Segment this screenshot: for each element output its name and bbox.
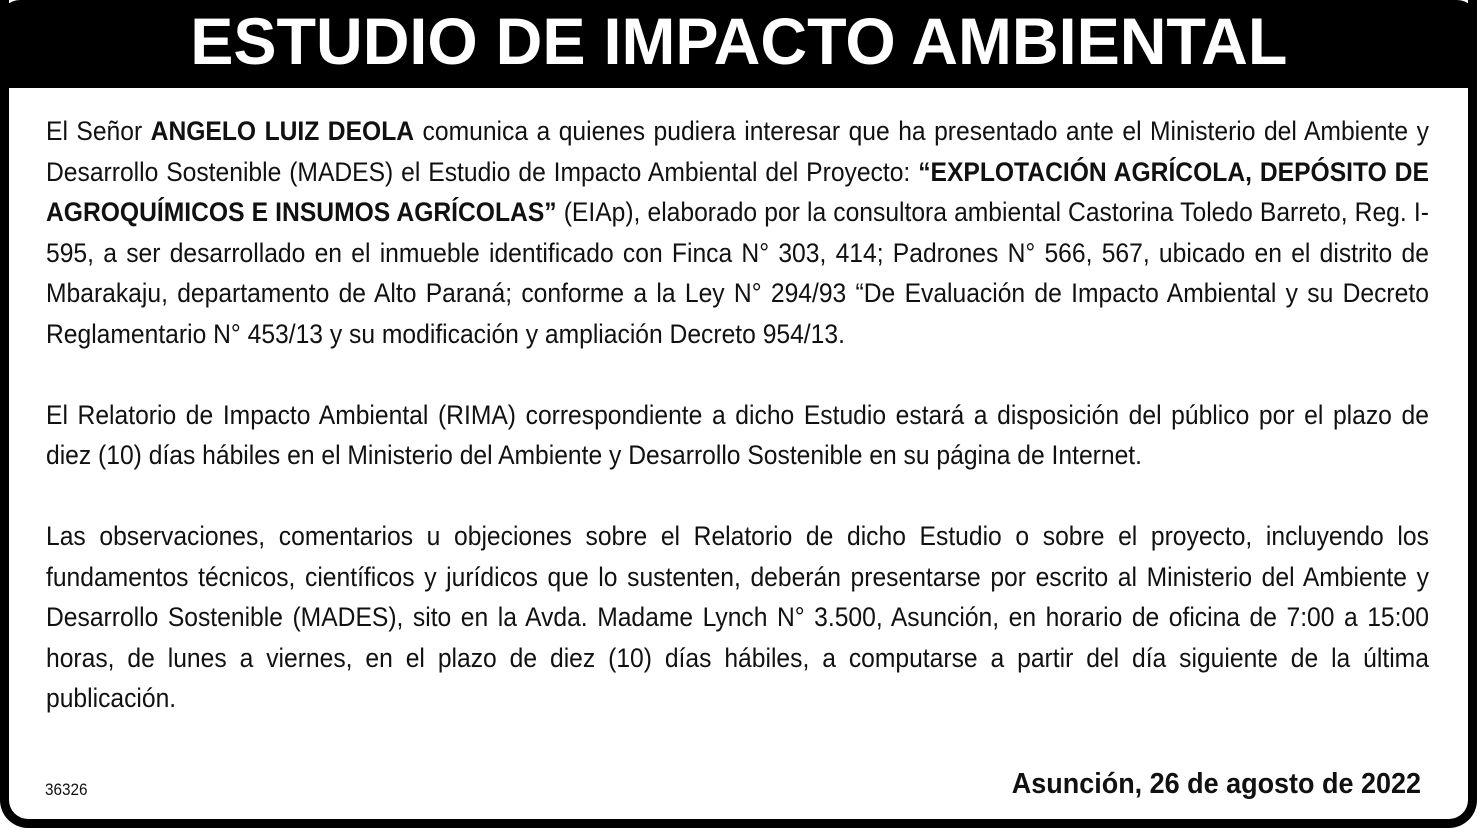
notice-body <box>46 111 1429 719</box>
notice-title: ESTUDIO DE IMPACTO AMBIENTAL <box>189 4 1288 78</box>
p1-text-2: comunica a quienes pudiera interesar que ha presentado ante el Ministerio del Ambiente y Desarrollo Sostenible (MADES) el Estudio de Impacto Ambiental del Proyecto: <box>46 116 1429 187</box>
paragraph-3: Las observaciones, comentarios u objeciones sobre el Relatorio de dicho Estudio o sobre el proyecto, incluyendo los fundamentos técnicos, científicos y jurídicos que lo sustenten, deberán presentarse por escrito al Ministerio del Ambiente y Desarrollo Sostenible (MADES), sito en la Avda. Madame Lynch N° 3.500, Asunción, en horario de oficina de 7:00 a 15:00 horas, de lunes a viernes, en el plazo de diez (10) días hábiles, a computarse a partir del día siguiente de la última publicación. <box>46 521 1429 713</box>
p1-text-3: (EIAp), elaborado por la consultora ambiental Castorina Toledo Barreto, Reg. I-595, a ser desarrollado en el inmueble identificado con Finca N° 303, 414; Padrones N° 566, 567, ubicado en el distrito de Mbarakaju, departamento de Alto Paraná; conforme a la Ley N° 294/93 “De Evaluación de Impacto Ambiental y su Decreto Reglamentario N° 453/13 y su modificación y ampliación Decreto 954/13. <box>46 197 1429 349</box>
paragraph-2: El Relatorio de Impacto Ambiental (RIMA) correspondiente a dicho Estudio estará a disposición del público por el plazo de diez (10) días hábiles en el Ministerio del Ambiente y Desarrollo Sostenible en su página de Internet. <box>46 399 1429 470</box>
notice-header <box>0 0 1477 88</box>
publication-date: Asunción, 26 de agosto de 2022 <box>1011 768 1421 800</box>
reference-number: 36326 <box>45 780 88 799</box>
p1-text-1: El Señor <box>46 116 151 146</box>
project-name: “EXPLOTACIÓN AGRÍCOLA, DEPÓSITO DE AGROQUÍMICOS E INSUMOS AGRÍCOLAS” <box>46 156 1429 227</box>
paragraph-1 <box>46 111 1429 354</box>
applicant-name: ANGELO LUIZ DEOLA <box>150 116 415 146</box>
